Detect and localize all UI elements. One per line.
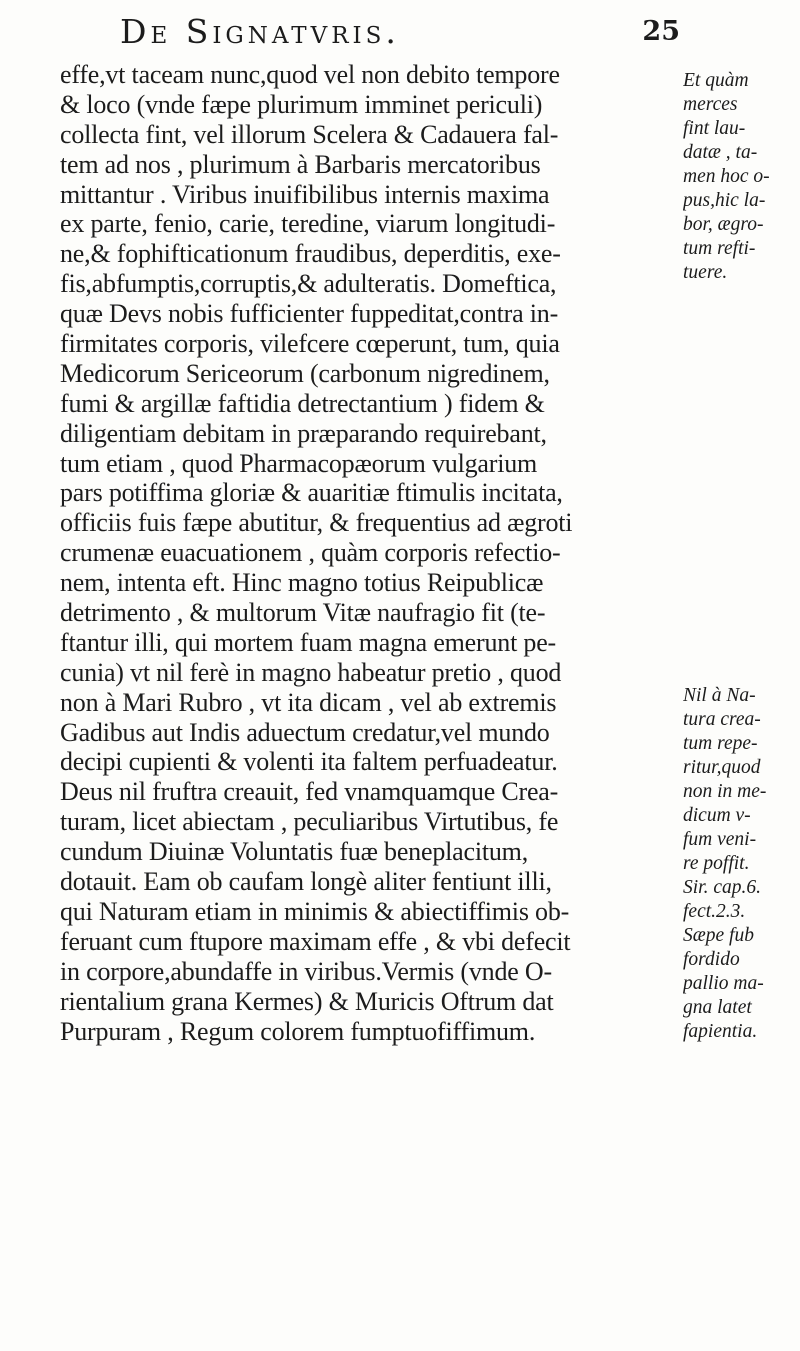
- margin-note-line: non in me-: [683, 781, 767, 802]
- margin-note-line: fum veni-: [683, 829, 757, 850]
- margin-note-line: fint lau-: [683, 118, 746, 139]
- page-number: 25: [642, 16, 680, 47]
- margin-note: [683, 69, 800, 285]
- text-line: turam, licet abiectam , peculiaribus Virtutibus, fe: [60, 807, 559, 837]
- margin-note-line: datæ , ta-: [683, 142, 758, 163]
- text-line: pars potiffima gloriæ & auaritiæ ftimulis incitata,: [60, 478, 563, 508]
- margin-note-line: pus,hic la-: [683, 190, 766, 211]
- margin-note-line: tuere.: [683, 262, 728, 283]
- text-line: effe,vt taceam nunc,quod vel non debito tempore: [60, 60, 560, 89]
- margin-note-line: dicum v-: [683, 805, 751, 826]
- margin-note-line: fapientia.: [683, 1021, 758, 1042]
- text-line: Purpuram , Regum colorem fumptuofiffimum.: [60, 1016, 536, 1046]
- text-line: non à Mari Rubro , vt ita dicam , vel ab extremis: [60, 687, 557, 717]
- margin-note-line: pallio ma-: [683, 973, 764, 994]
- text-line: ne,& fophifticationum fraudibus, deperditis, exe-: [60, 239, 561, 269]
- text-line: cunia) vt nil ferè in magno habeatur pretio , quod: [60, 657, 562, 687]
- text-line: diligentiam debitam in præparando requirebant,: [60, 418, 547, 448]
- main-text-block: [60, 60, 685, 1046]
- text-line: rientalium grana Kermes) & Muricis Oftrum dat: [60, 986, 554, 1016]
- text-line: dotauit. Eam ob caufam longè aliter fentiunt illi,: [60, 867, 552, 897]
- text-line: qui Naturam etiam in minimis & abiectiffimis ob-: [60, 896, 570, 926]
- text-line: tem ad nos , plurimum à Barbaris mercatoribus: [60, 149, 541, 179]
- text-line: crumenæ euacuationem , quàm corporis refectio-: [60, 538, 561, 568]
- text-line: detrimento , & multorum Vitæ naufragio fit (te-: [60, 598, 546, 628]
- margin-note-line: Et quàm: [683, 70, 749, 91]
- margin-note-line: tura crea-: [683, 709, 761, 730]
- text-line: Gadibus aut Indis aduectum credatur,vel mundo: [60, 717, 550, 747]
- text-line: firmitates corporis, vilefcere cœperunt, tum, quia: [60, 329, 560, 359]
- text-line: fis,abfumptis,corruptis,& adulteratis. Domeftica,: [60, 269, 557, 299]
- margin-note: [683, 684, 800, 1044]
- text-line: cundum Diuinæ Voluntatis fuæ beneplacitum,: [60, 837, 528, 867]
- running-title: De Signatvris.: [120, 12, 400, 51]
- margin-note-line: men hoc o-: [683, 166, 770, 187]
- text-line: Medicorum Sericeorum (carbonum nigredinem,: [60, 358, 550, 388]
- text-line: collecta fint, vel illorum Scelera & Cadauera fal-: [60, 119, 559, 149]
- margin-note-line: fect.2.3.: [683, 901, 746, 922]
- margin-note-line: ritur,quod: [683, 757, 761, 778]
- margin-note-line: re poffit.: [683, 853, 750, 874]
- text-line: Deus nil fruftra creauit, fed vnamquamque Crea-: [60, 777, 559, 807]
- text-line: nem, intenta eft. Hinc magno totius Reipublicæ: [60, 568, 544, 598]
- text-line: ftantur illi, qui mortem fuam magna emerunt pe-: [60, 627, 557, 657]
- margin-note-line: Sir. cap.6.: [683, 877, 761, 898]
- margin-note-line: Nil à Na-: [683, 685, 756, 706]
- page-header: [120, 12, 680, 56]
- text-line: & loco (vnde fæpe plurimum imminet periculi): [60, 89, 543, 119]
- margin-note-line: tum refti-: [683, 238, 756, 259]
- margin-note-line: fordido: [683, 949, 740, 970]
- margin-note-line: tum repe-: [683, 733, 758, 754]
- text-line: fumi & argillæ faftidia detrectantium ) fidem &: [60, 388, 545, 418]
- text-line: mittantur . Viribus inuifibilibus internis maxima: [60, 179, 550, 209]
- text-line: decipi cupienti & volenti ita faltem perfuadeatur.: [60, 747, 558, 777]
- margin-note-line: gna latet: [683, 997, 752, 1018]
- text-line: ex parte, fenio, carie, teredine, viarum longitudi-: [60, 209, 556, 239]
- text-line: in corpore,abundaffe in viribus.Vermis (vnde O-: [60, 956, 552, 986]
- text-line: tum etiam , quod Pharmacopæorum vulgarium: [60, 448, 538, 478]
- margin-note-line: merces: [683, 94, 738, 115]
- text-line: feruant cum ftupore maximam effe , & vbi defecit: [60, 926, 571, 956]
- margin-note-line: Sæpe fub: [683, 925, 754, 946]
- margin-note-line: bor, ægro-: [683, 214, 764, 235]
- text-line: quæ Devs nobis fufficienter fuppeditat,contra in-: [60, 299, 559, 329]
- text-line: officiis fuis fæpe abutitur, & frequentius ad ægroti: [60, 508, 573, 538]
